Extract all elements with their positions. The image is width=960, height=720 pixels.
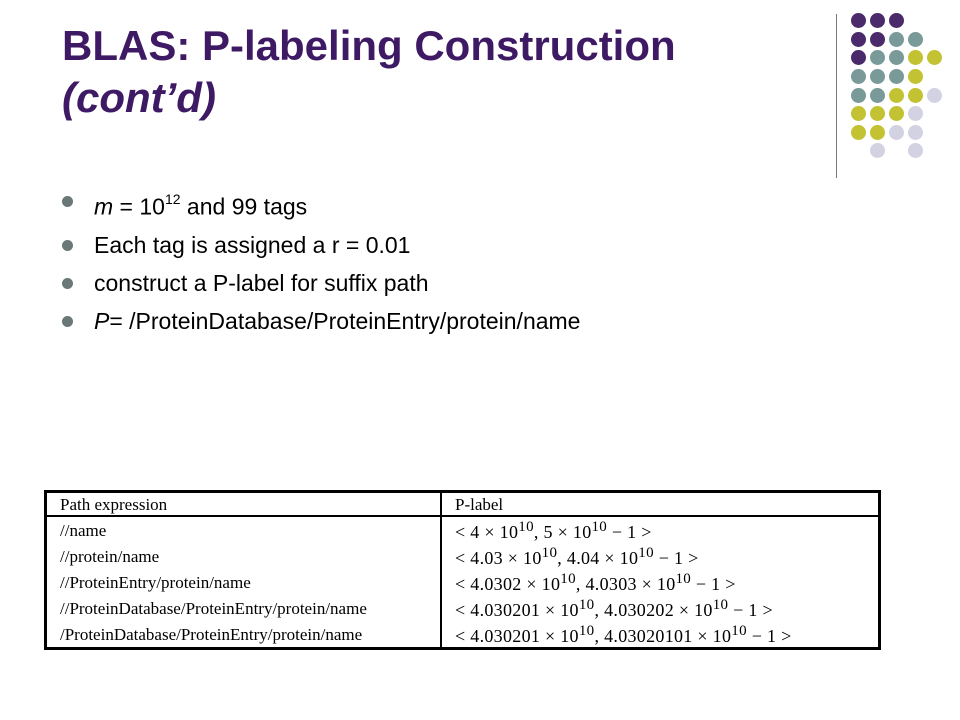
dot [908,69,923,84]
title-line-2: (cont’d) [62,74,216,121]
minus-one: − 1 [611,522,637,542]
dot [870,88,885,103]
comma: , [594,600,600,620]
base: 10 [499,522,519,542]
dot [889,125,904,140]
column-header-path: Path expression [46,492,442,517]
bullet-text: = /ProteinDatabase/ProteinEntry/protein/name [109,307,581,334]
dot [908,32,923,47]
label-start-coefficient: 4.030201 [470,600,541,620]
lt-sign: < [455,574,466,594]
column-header-p-label: P-label [441,492,880,517]
lt-sign: < [455,548,466,568]
base: 10 [694,600,713,620]
p-label-cell [441,516,880,543]
path-expression-cell: /ProteinDatabase/ProteinEntry/protein/name [46,621,442,649]
exponent: 10 [518,519,534,535]
dot [889,32,904,47]
variable-p: P [94,307,110,334]
dot [851,32,866,47]
minus-one: − 1 [751,626,777,646]
exponent: 10 [712,597,729,613]
base: 10 [560,600,579,620]
title-line-1: BLAS: P-labeling Construction [62,22,676,69]
dot [870,32,885,47]
label-end-coefficient: 4.04 [566,548,600,568]
exponent: 12 [164,191,181,207]
dot [889,106,904,121]
variable-m: m [94,193,114,220]
dot [889,69,904,84]
minus-one: − 1 [695,574,721,594]
bullet-item [60,302,580,340]
path-expression-cell: //ProteinDatabase/ProteinEntry/protein/name [46,595,442,621]
dot [851,69,866,84]
dot [870,125,885,140]
label-start-coefficient: 4.03 [470,548,503,568]
dot [889,13,904,28]
gt-sign: > [641,522,652,542]
dot [870,143,885,158]
dot [908,106,923,121]
base: 10 [560,626,579,646]
bullet-item [60,264,580,302]
path-expression-cell: //ProteinEntry/protein/name [46,569,442,595]
label-end-coefficient: 5 [543,522,553,542]
dot [870,50,885,65]
base: 10 [712,626,732,646]
dot [908,88,923,103]
label-start-coefficient: 4.0302 [470,574,522,594]
times-sign: × [678,600,690,620]
label-start-coefficient: 4 [470,522,480,542]
table-header-row [46,492,880,517]
p-label-cell [441,595,880,621]
p-label-cell [441,621,880,649]
bullet-text: = 10 [113,193,165,220]
exponent: 10 [578,597,595,613]
base: 10 [619,548,639,568]
times-sign: × [484,522,495,542]
table-row [46,516,880,543]
lt-sign: < [455,522,466,542]
base: 10 [523,548,542,568]
comma: , [533,522,539,542]
bullet-item [60,182,580,226]
times-sign: × [641,574,653,594]
dot [889,88,904,103]
dot [908,125,923,140]
exponent: 10 [638,545,654,561]
dot [889,50,904,65]
bullet-text: Each tag is assigned a r = 0.01 [94,231,411,258]
times-sign: × [507,548,519,568]
gt-sign: > [762,600,773,620]
dot [851,50,866,65]
gt-sign: > [781,626,792,646]
times-sign: × [526,574,537,594]
dot [851,106,866,121]
exponent: 10 [560,571,576,587]
exponent: 10 [591,519,608,535]
times-sign: × [544,626,556,646]
comma: , [575,574,581,594]
table-row [46,569,880,595]
exponent: 10 [578,623,595,639]
label-end-coefficient: 4.0303 [585,574,637,594]
path-expression-cell: //name [46,516,442,543]
base: 10 [541,574,561,594]
lt-sign: < [455,626,466,646]
bullet-text: construct a P-label for suffix path [94,269,429,296]
dot [870,13,885,28]
p-label-cell [441,543,880,569]
bullet-item [60,226,580,264]
path-expression-cell: //protein/name [46,543,442,569]
p-label-cell [441,569,880,595]
label-start-coefficient: 4.030201 [470,626,541,646]
times-sign: × [604,548,615,568]
label-end-coefficient: 4.030202 [604,600,674,620]
times-sign: × [557,522,569,542]
times-sign: × [697,626,708,646]
slide-title [62,20,832,124]
vertical-divider [836,14,837,178]
dot [851,88,866,103]
exponent: 10 [731,623,747,639]
minus-one: − 1 [733,600,758,620]
bullet-text-rest: and 99 tags [180,193,308,220]
label-end-coefficient: 4.03020101 [604,626,693,646]
table-row [46,543,880,569]
bullet-list [60,182,580,340]
times-sign: × [544,600,556,620]
gt-sign: > [688,548,699,568]
comma: , [594,626,600,646]
gt-sign: > [725,574,736,594]
comma: , [557,548,563,568]
dot [870,69,885,84]
exponent: 10 [541,545,558,561]
p-label-table [44,490,881,650]
base: 10 [572,522,592,542]
dot [870,106,885,121]
dot [851,13,866,28]
minus-one: − 1 [658,548,684,568]
dot [927,50,942,65]
dot [927,88,942,103]
table-row [46,595,880,621]
lt-sign: < [455,600,466,620]
dot [908,50,923,65]
dot [851,125,866,140]
base: 10 [656,574,676,594]
exponent: 10 [675,571,692,587]
table-row [46,621,880,649]
dot [908,143,923,158]
